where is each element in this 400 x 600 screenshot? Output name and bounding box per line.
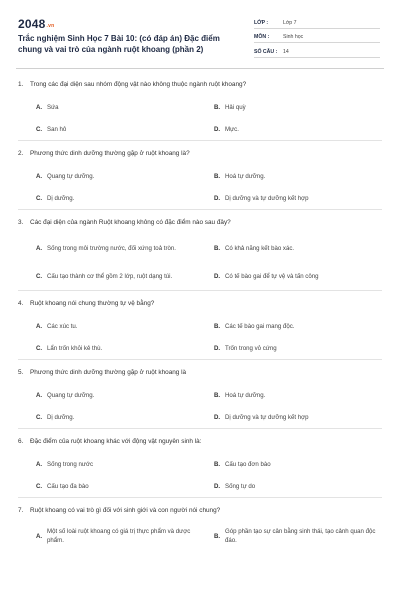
answer-option-c[interactable] (36, 187, 204, 209)
answer-options (18, 165, 382, 209)
option-letter: B. (214, 460, 221, 468)
question-number: 5. (18, 369, 24, 376)
option-letter: D. (214, 482, 221, 490)
answer-option-c[interactable] (36, 337, 204, 359)
meta-key: SỐ CÂU : (254, 48, 278, 55)
question-number: 6. (18, 438, 24, 445)
option-text: Các xúc tu. (47, 322, 78, 330)
option-text: Cấu tạo thành cơ thể gồm 2 lớp, ruột dạng túi. (47, 272, 173, 280)
option-text: Lẩn trốn khỏi kẻ thù. (47, 344, 103, 352)
option-text: Cấu tạo đơn bào (225, 460, 271, 468)
question-6 (18, 437, 382, 498)
option-text: Sứa (47, 103, 59, 111)
logo-suffix: .vn (46, 23, 55, 29)
answer-option-a[interactable] (36, 165, 204, 187)
option-letter: B. (214, 244, 221, 252)
option-text: Mực. (225, 125, 239, 133)
option-letter: A. (36, 172, 43, 180)
option-letter: D. (214, 194, 221, 202)
question-prompt: Đặc điểm của ruột khoang khác với động vật nguyên sinh là: (30, 438, 202, 445)
option-letter: D. (214, 344, 221, 352)
option-letter: C. (36, 413, 43, 421)
option-letter: A. (36, 322, 43, 330)
option-text: Góp phần tạo sự cân bằng sinh thái, tạo cảnh quan độc đáo. (225, 528, 376, 544)
option-text: Dị dưỡng. (47, 194, 75, 202)
question-5 (18, 368, 382, 429)
meta-value: 14 (283, 48, 289, 55)
answer-option-d[interactable] (214, 118, 382, 140)
answer-option-a[interactable] (36, 315, 204, 337)
answer-options (18, 384, 382, 428)
question-4 (18, 299, 382, 360)
option-letter: C. (36, 272, 43, 280)
option-text: Dị dưỡng và tự dưỡng kết hợp (225, 194, 309, 202)
answer-option-d[interactable] (214, 187, 382, 209)
option-letter: D. (214, 413, 221, 421)
meta-key: LỚP : (254, 19, 269, 26)
question-2 (18, 149, 382, 210)
question-prompt: Các đại diện của ngành Ruột khoang không có đặc điểm nào sau đây? (30, 219, 231, 226)
question-number: 1. (18, 81, 24, 88)
option-letter: D. (214, 272, 221, 280)
meta-value: Sinh học (283, 34, 304, 40)
option-text: Có khả năng kết bào xác. (225, 244, 295, 252)
question-text (18, 149, 382, 158)
option-letter: C. (36, 482, 43, 490)
answer-option-a[interactable] (36, 453, 204, 475)
answer-option-c[interactable] (36, 118, 204, 140)
option-text: Có tế bào gai để tự vệ và tấn công (225, 272, 319, 280)
question-prompt: Phương thức dinh dưỡng thường gặp ở ruột khoang là (30, 369, 187, 376)
answer-option-a[interactable] (36, 522, 204, 550)
answer-option-d[interactable] (214, 475, 382, 497)
answer-option-b[interactable] (214, 453, 382, 475)
meta-key: MÔN : (254, 34, 270, 40)
option-text: Dị dưỡng. (47, 413, 75, 421)
option-text: Quang tự dưỡng. (47, 391, 95, 399)
meta-class-row (254, 14, 380, 29)
option-text: Sống trong nước (47, 460, 94, 468)
option-letter: B. (214, 391, 221, 399)
answer-option-b[interactable] (214, 165, 382, 187)
answer-options (18, 234, 382, 290)
answer-option-c[interactable] (36, 262, 204, 290)
question-text (18, 218, 382, 227)
answer-option-b[interactable] (214, 234, 382, 262)
option-letter: A. (36, 391, 43, 399)
option-letter: A. (36, 103, 43, 111)
header-divider (16, 68, 384, 69)
option-text: Dị dưỡng và tự dưỡng kết hợp (225, 413, 309, 421)
option-text: Các tế bào gai mang độc. (225, 322, 295, 330)
option-text: Hải quỳ (225, 103, 246, 111)
option-text: Trốn trong vỏ cứng (225, 344, 277, 352)
meta-value: Lớp 7 (283, 19, 297, 26)
option-letter: C. (36, 125, 43, 133)
option-text: Cấu tạo đa bào (47, 482, 89, 490)
question-text (18, 437, 382, 446)
question-prompt: Ruột khoang nói chung thường tự vệ bằng? (30, 300, 155, 307)
meta-subject-row (254, 29, 380, 44)
option-text: Một số loài ruột khoang có giá trị thực phẩm và dược phẩm. (47, 528, 191, 544)
option-text: Sống trong môi trường nước, đối xứng toả tròn. (47, 244, 176, 252)
question-list (18, 80, 382, 558)
answer-option-d[interactable] (214, 406, 382, 428)
quiz-meta (254, 14, 380, 58)
answer-option-b[interactable] (214, 315, 382, 337)
logo-text: 2048 (18, 17, 46, 31)
option-letter: B. (214, 532, 221, 540)
question-7 (18, 506, 382, 550)
option-text: Quang tự dưỡng. (47, 172, 95, 180)
answer-option-d[interactable] (214, 337, 382, 359)
option-letter: B. (214, 172, 221, 180)
question-prompt: Trong các đại diện sau nhóm động vật nào không thuộc ngành ruột khoang? (30, 81, 247, 88)
question-prompt: Phương thức dinh dưỡng thường gặp ở ruột khoang là? (30, 150, 190, 157)
answer-options (18, 453, 382, 497)
answer-option-a[interactable] (36, 234, 204, 262)
question-text (18, 299, 382, 308)
page-title: Trắc nghiệm Sinh Học 7 Bài 10: (có đáp án) Đặc điểm chung và vai trò của ngành ruột khoang (phần 2) (18, 34, 220, 54)
question-number: 3. (18, 219, 24, 226)
question-text (18, 368, 382, 377)
option-text: Sống tự do (225, 482, 256, 490)
option-letter: B. (214, 322, 221, 330)
question-3 (18, 218, 382, 291)
answer-options (18, 522, 382, 550)
option-letter: A. (36, 460, 43, 468)
answer-option-a[interactable] (36, 384, 204, 406)
option-text: Hoá tự dưỡng. (225, 172, 266, 180)
answer-options (18, 96, 382, 140)
answer-option-b[interactable] (214, 522, 382, 550)
question-text (18, 80, 382, 89)
option-letter: A. (36, 532, 43, 540)
answer-option-c[interactable] (36, 406, 204, 428)
meta-count-row (254, 43, 380, 58)
option-letter: B. (214, 103, 221, 111)
option-letter: A. (36, 244, 43, 252)
option-text: Hoá tự dưỡng. (225, 391, 266, 399)
question-text (18, 506, 382, 515)
question-prompt: Ruột khoang có vai trò gì đối với sinh giới và con người nói chung? (30, 507, 221, 514)
option-letter: D. (214, 125, 221, 133)
site-logo[interactable] (18, 17, 54, 31)
option-text: San hô (47, 125, 67, 133)
question-1 (18, 80, 382, 141)
answer-option-b[interactable] (214, 96, 382, 118)
answer-option-d[interactable] (214, 262, 382, 290)
answer-option-a[interactable] (36, 96, 204, 118)
option-letter: C. (36, 344, 43, 352)
answer-option-b[interactable] (214, 384, 382, 406)
question-number: 2. (18, 150, 24, 157)
option-letter: C. (36, 194, 43, 202)
answer-option-c[interactable] (36, 475, 204, 497)
question-number: 7. (18, 507, 24, 514)
question-number: 4. (18, 300, 24, 307)
answer-options (18, 315, 382, 359)
